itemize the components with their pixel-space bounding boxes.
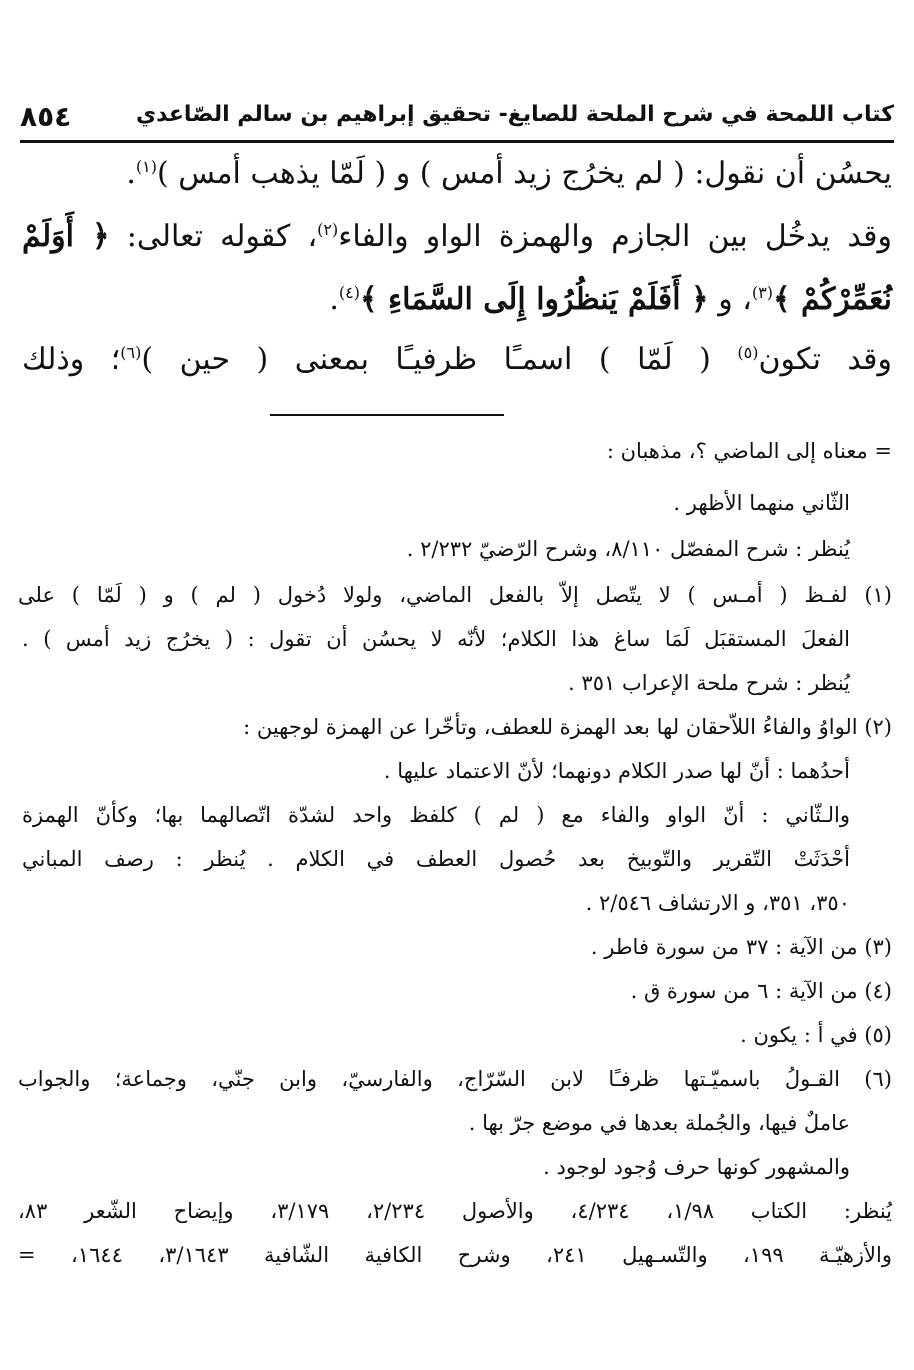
header-rule bbox=[20, 140, 894, 143]
footnote-1: (١) لفـظ ( أمـس ) لا يتّصل إلاّ بالفعل الماضي، ولولا دُخول ( لم ) و ( لَمّا ) على bbox=[18, 583, 892, 607]
main-text-line-3: نُعَمِّرْكُمْ ﴾$^{(٣)}$، و ﴿ أَفَلَمْ يَنظُرُوا إِلَى السَّمَاءِ ﴾$^{(٤)}$. bbox=[329, 282, 892, 317]
footnote-line: والمشهور كونها حرف وُجود لوجود . bbox=[543, 1155, 850, 1179]
running-header bbox=[20, 100, 894, 140]
footnote-continuation: = معناه إلى الماضي ؟، مذهبان : bbox=[606, 439, 892, 463]
footnote-line: أحدُهما : أنّ لها صدر الكلام دونهما؛ لأنّ الاعتماد عليها . bbox=[383, 759, 850, 783]
quran-verse-1-end: نُعَمِّرْكُمْ ﴾ bbox=[773, 282, 892, 317]
footnote-line: يُنظر : شرح المفصّل ٨/١١٠، وشرح الرّضيّ ٢/٢٣٢ . bbox=[406, 537, 850, 561]
footnote-4: (٤) من الآية : ٦ من سورة ق . bbox=[630, 979, 892, 1003]
main-text-line-2: وقد يدخُل بين الجازم والهمزة الواو والفاء$^{(٢)}$، كقوله تعالى: ﴿ أَوَلَمْ bbox=[22, 219, 893, 254]
footnote-line: أحْدَثَتْ التّقرير والتّوبيخ بعد حُصول العطف في الكلام . يُنظر : رصف المباني bbox=[22, 847, 850, 871]
footnote-ref-1[interactable]: (١) bbox=[135, 157, 157, 176]
footnote-ref-5[interactable]: (٥) bbox=[737, 343, 759, 362]
book-title: كتاب اللمحة في شرح الملحة للصايغ- تحقيق إبراهيم بن سالم الصّاعدي bbox=[135, 102, 894, 127]
footnote-line: عاملٌ فيها، والجُملة بعدها في موضع جرّ بها . bbox=[468, 1111, 850, 1135]
footnote-line: الثّاني منهما الأظهر . bbox=[673, 491, 850, 515]
footnote-line: ٣٥٠، ٣٥١، و الارتشاف ٢/٥٤٦ . bbox=[585, 891, 850, 915]
footnote-line: يُنظر: الكتاب ١/٩٨، ٤/٢٣٤، والأصول ٢/٢٣٤، ٣/١٧٩، وإيضاح الشّعر ٨٣، bbox=[18, 1199, 892, 1223]
quran-verse-1-start: ﴿ أَوَلَمْ bbox=[22, 219, 110, 254]
page-number: ٨٥٤ bbox=[20, 100, 72, 133]
footnote-ref-4[interactable]: (٤) bbox=[338, 283, 360, 302]
main-text-line-1: يحسُن أن نقول: ( لم يخرُج زيد أمس ) و ( لَمّا يذهب أمس )$^{(١)}$. bbox=[126, 156, 892, 191]
footnote-line: الفعلَ المستقبَل لَمَا ساغ هذا الكلام؛ لأنّه لا يحسُن أن تقول : ( يخرُج زيد أمس ) . bbox=[22, 627, 850, 651]
footnote-line: والأزهيّـة ١٩٩، والتّسـهيل ٢٤١، وشرح الكافية الشّافية ٣/١٦٤٣، ١٦٤٤، = bbox=[18, 1243, 892, 1267]
footnote-6: (٦) القـولُ باسميّـتها ظرفـًا لابن السّرّاج، والفارسيّ، وابن جنّي، وجماعة؛ والجواب bbox=[18, 1067, 892, 1091]
footnote-line: يُنظر : شرح ملحة الإعراب ٣٥١ . bbox=[568, 671, 850, 695]
footnote-3: (٣) من الآية : ٣٧ من سورة فاطر . bbox=[590, 935, 892, 959]
footnote-ref-3[interactable]: (٣) bbox=[751, 283, 773, 302]
main-text-line-4: وقد تكون$^{(٥)}$ ( لَمّا ) اسمـًا ظرفيـًا بمعنى ( حين )$^{(٦)}$؛ وذلك bbox=[22, 342, 893, 377]
footnote-line: والـثّاني : أنّ الواو والفاء مع ( لم ) كلفظ واحد لشدّة اتّصالهما بها؛ وكأنّ الهمزة bbox=[22, 803, 850, 827]
footnote-5: (٥) في أ : يكون . bbox=[740, 1023, 892, 1047]
footnote-ref-2[interactable]: (٢) bbox=[317, 220, 339, 239]
footnote-ref-6[interactable]: (٦) bbox=[120, 343, 142, 362]
footnote-separator bbox=[270, 414, 504, 416]
footnote-2: (٢) الواوُ والفاءُ اللاّحقان لها بعد الهمزة للعطف، وتأخّرا عن الهمزة لوجهين : bbox=[243, 715, 892, 739]
quran-verse-2: ﴿ أَفَلَمْ يَنظُرُوا إِلَى السَّمَاءِ ﴾ bbox=[359, 282, 709, 317]
